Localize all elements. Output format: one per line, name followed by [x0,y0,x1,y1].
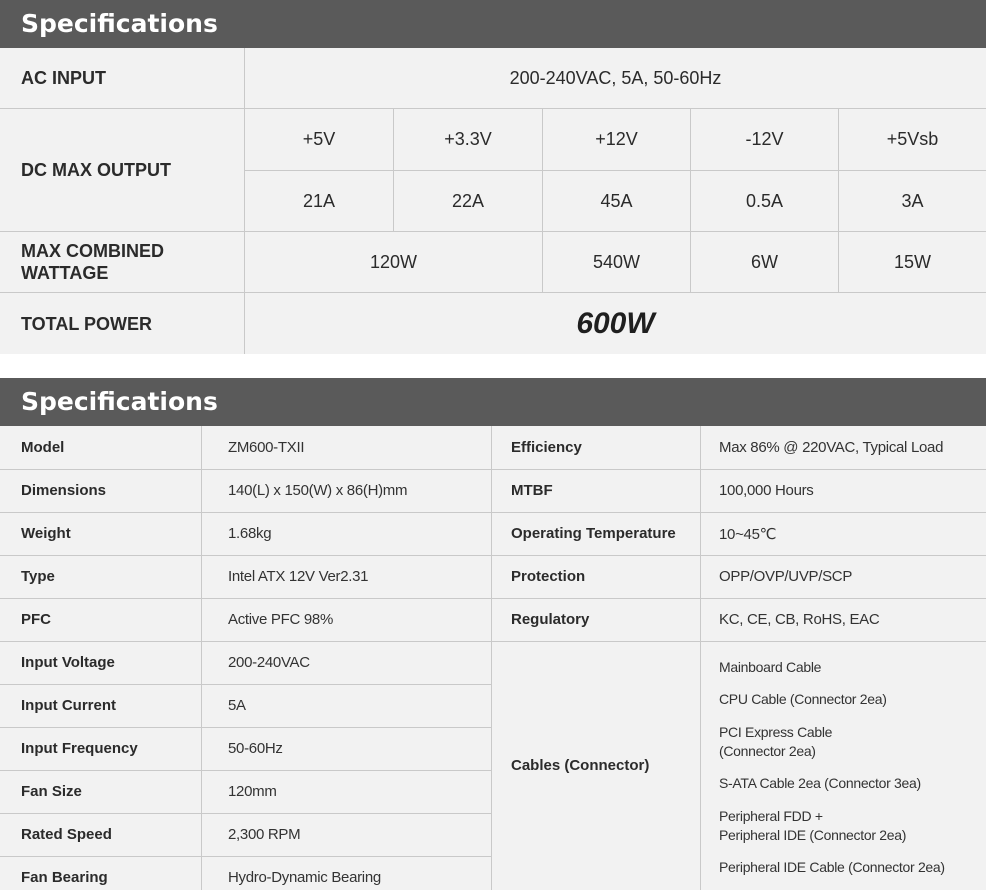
divider [0,469,986,470]
divider [0,292,986,293]
divider [0,727,491,728]
max-combined-label-line2: WATTAGE [21,263,109,283]
spec-label-cables: Cables (Connector) [511,757,650,774]
combined-5vsb: 15W [893,251,931,272]
divider [393,109,394,231]
divider [201,426,202,890]
spec-label-input-current: Input Current [21,697,116,714]
divider [0,641,986,642]
divider [244,48,245,354]
spec-value-type: Intel ATX 12V Ver2.31 [228,568,369,585]
divider [0,856,491,857]
divider [0,555,986,556]
cable-item: Peripheral FDD + Peripheral IDE (Connector 2ea) [719,808,907,843]
spec-label-regulatory: Regulatory [511,611,590,628]
divider [700,426,701,890]
spec-label-dimensions: Dimensions [21,482,107,499]
divider [838,109,839,292]
spec-table [0,426,986,890]
spec-value-mtbf: 100,000 Hours [719,482,814,499]
spec-value-regulatory: KC, CE, CB, RoHS, EAC [719,611,880,628]
combined-neg12v: 6W [751,251,778,272]
spec-value-rated-speed: 2,300 RPM [228,826,301,843]
spec-value-input-voltage: 200-240VAC [228,654,310,671]
current-neg12v: 0.5A [745,190,784,211]
spec-label-input-frequency: Input Frequency [21,740,138,757]
spec-label-protection: Protection [511,568,586,585]
divider [245,170,986,171]
divider [0,770,491,771]
rail-3-3v: +3.3V [444,129,492,149]
rail-5vsb: +5Vsb [886,129,939,149]
power-table [0,48,986,354]
ac-input-value: 200-240VAC, 5A, 50-60Hz [509,67,722,88]
spec-label-rated-speed: Rated Speed [21,826,112,843]
current-5v: 21A [302,190,336,211]
combined-5v-3-3v: 120W [369,251,418,272]
current-12v: 45A [600,190,633,211]
section-title: Specifications [21,387,218,416]
rail-neg12v: -12V [745,129,784,149]
total-power-value: 600W [576,306,655,340]
spec-value-dimensions: 140(L) x 150(W) x 86(H)mm [228,482,408,499]
dc-max-output-label: DC MAX OUTPUT [21,160,171,180]
spec-value-protection: OPP/OVP/UVP/SCP [719,568,853,585]
current-5vsb: 3A [901,190,924,211]
spec-value-input-current: 5A [228,697,246,714]
cable-item: PCI Express Cable (Connector 2ea) [719,724,833,759]
rail-5v: +5V [302,129,336,149]
spec-label-operating-temperature: Operating Temperature [511,525,676,542]
divider [491,426,492,890]
cable-item: S-ATA Cable 2ea (Connector 3ea) [719,775,921,791]
cable-item: Mainboard Cable [719,659,822,675]
divider [0,598,986,599]
divider [542,109,543,292]
spec-label-weight: Weight [21,525,71,542]
max-combined-label [0,232,244,292]
spec-value-fan-size: 120mm [228,783,277,800]
spec-value-input-frequency: 50-60Hz [228,740,283,757]
ac-input-label: AC INPUT [21,68,106,88]
total-power-label: TOTAL POWER [21,313,153,334]
spec-value-weight: 1.68kg [228,525,272,542]
combined-12v: 540W [592,251,641,272]
cable-item: Peripheral IDE Cable (Connector 2ea) [719,859,945,875]
spec-label-type: Type [21,568,55,585]
spec-value-fan-bearing: Hydro-Dynamic Bearing [228,869,381,886]
cable-item: CPU Cable (Connector 2ea) [719,691,887,707]
current-3-3v: 22A [451,190,485,211]
divider [0,684,491,685]
spec-label-mtbf: MTBF [511,482,553,499]
section-header-power [0,0,986,48]
section-header-specs [0,378,986,426]
spec-label-fan-bearing: Fan Bearing [21,869,108,886]
max-combined-label-line1: MAX COMBINED [21,241,164,261]
divider [0,512,986,513]
spec-label-pfc: PFC [21,611,51,628]
section-title: Specifications [21,9,218,38]
spec-value-operating-temperature: 10~45℃ [719,525,777,543]
spec-label-model: Model [21,439,65,456]
spec-value-pfc: Active PFC 98% [228,611,334,628]
divider [690,109,691,292]
divider [0,813,491,814]
spec-value-efficiency: Max 86% @ 220VAC, Typical Load [719,439,944,456]
spec-label-fan-size: Fan Size [21,783,82,800]
spec-label-input-voltage: Input Voltage [21,654,115,671]
rail-12v: +12V [595,129,638,149]
spec-label-efficiency: Efficiency [511,439,582,456]
spec-value-model: ZM600-TXII [228,439,305,456]
